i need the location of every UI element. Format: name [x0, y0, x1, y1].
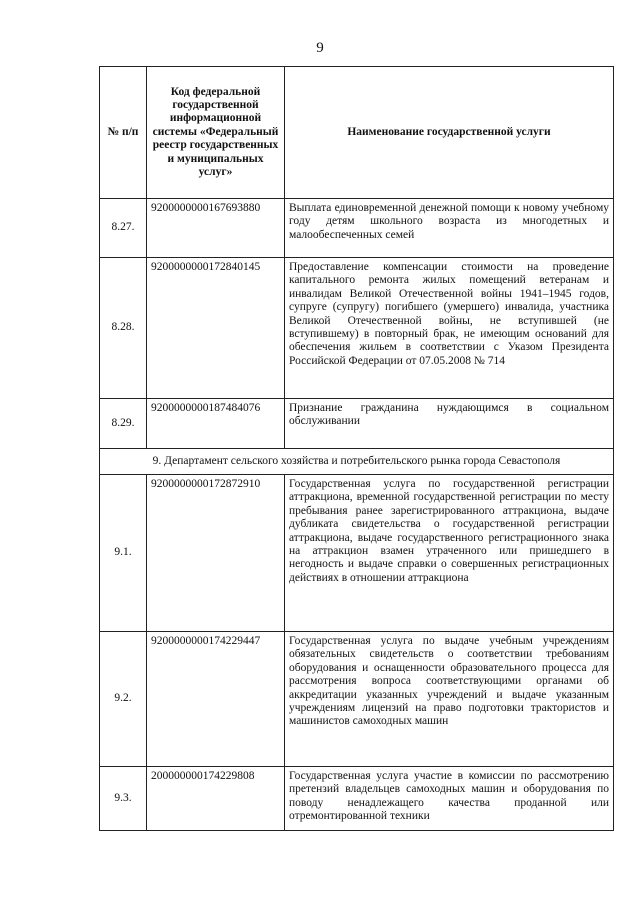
row-number: 8.27.	[100, 199, 147, 258]
row-code: 9200000000174229447	[147, 632, 285, 767]
row-number: 8.28.	[100, 258, 147, 399]
row-name: Государственная услуга по выдаче учебным учреждениям обязательных свидетельств о соответствии требованиям оборудования и оснащенности образовательного процесса для рассмотрения вопроса соответствующими органами об аккредитации указанных учреждений и выдаче указанным учреждениям лицензий на право подготовки трактористов и машинистов самоходных машин	[285, 632, 614, 767]
section-row	[100, 449, 614, 475]
table-row	[100, 199, 614, 258]
section-title: 9. Департамент сельского хозяйства и потребительского рынка города Севастополя	[100, 449, 614, 475]
row-name: Государственная услуга участие в комиссии по рассмотрению претензий владельцев самоходных машин и оборудования по поводу ненадлежащего качества проданной или отремонтированной техники	[285, 767, 614, 831]
services-table	[99, 66, 614, 831]
row-code: 200000000174229808	[147, 767, 285, 831]
row-number: 8.29.	[100, 399, 147, 449]
row-number: 9.2.	[100, 632, 147, 767]
header-number: № п/п	[100, 67, 147, 199]
row-name: Государственная услуга по государственной регистрации аттракциона, временной государственной регистрации по месту пребывания ранее зарегистрированного аттракциона, выдаче дубликата свидетельства о государственной регистрации аттракциона, выдаче государственного регистрационного знака на аттракцион взамен утраченного или пришедшего в негодность и выдаче справки о совершенных регистрационных действиях в отношении аттракциона	[285, 475, 614, 632]
row-name: Признание гражданина нуждающимся в социальном обслуживании	[285, 399, 614, 449]
row-number: 9.3.	[100, 767, 147, 831]
header-name: Наименование государственной услуги	[285, 67, 614, 199]
table-row	[100, 767, 614, 831]
row-name: Выплата единовременной денежной помощи к новому учебному году детям школьного возраста из многодетных и малообеспеченных семей	[285, 199, 614, 258]
row-name: Предоставление компенсации стоимости на проведение капитального ремонта жилых помещений ветеранам и инвалидам Великой Отечественной войны 1941–1945 годов, супруге (супругу) погибшего (умершего) инвалида, участника Великой Отечественной войны, не вступившей (не вступившему) в повторный брак, не имеющим оснований для обеспечения жильем в соответствии с Указом Президента Российской Федерации от 07.05.2008 № 714	[285, 258, 614, 399]
row-number: 9.1.	[100, 475, 147, 632]
table-row	[100, 475, 614, 632]
header-code: Код федеральной государственной информационной системы «Федеральный реестр государственных и муниципальных услуг»	[147, 67, 285, 199]
row-code: 9200000000187484076	[147, 399, 285, 449]
table-row	[100, 399, 614, 449]
table-row	[100, 258, 614, 399]
row-code: 9200000000167693880	[147, 199, 285, 258]
row-code: 9200000000172840145	[147, 258, 285, 399]
page-number: 9	[316, 40, 324, 56]
table-row	[100, 632, 614, 767]
row-code: 9200000000172872910	[147, 475, 285, 632]
table-header-row	[100, 67, 614, 199]
